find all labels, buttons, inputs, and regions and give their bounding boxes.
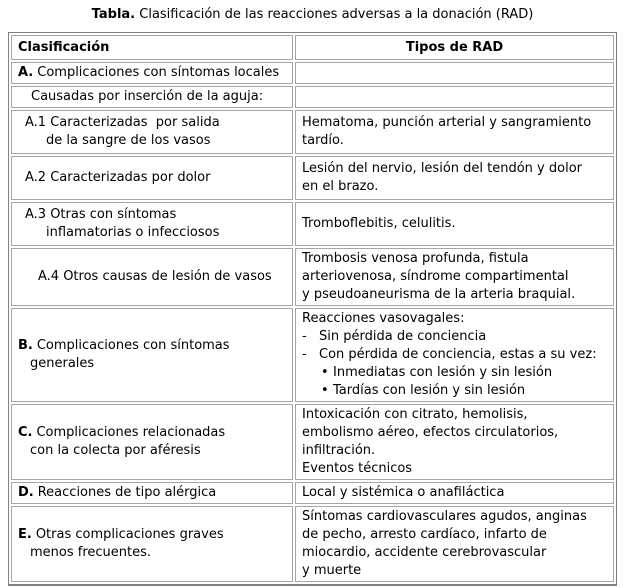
dash-marker: - [302, 329, 307, 344]
row-a4 [11, 248, 614, 306]
text-line [18, 424, 286, 442]
cell-a-right [295, 62, 614, 84]
cell-needle-left [11, 86, 293, 108]
bullet-list-item [302, 382, 607, 400]
cell-a2-left [11, 156, 293, 200]
row-b [11, 308, 614, 402]
row-e [11, 506, 614, 582]
text-line: Intoxicación con citrato, hemolisis, [302, 407, 528, 422]
row-a1 [11, 110, 614, 154]
row-a [11, 62, 614, 84]
text-line: de pecho, arresto cardíaco, infarto de [302, 527, 547, 542]
cell-b-left [11, 308, 293, 402]
row-letter: D. [18, 485, 34, 500]
text-line: con la colecta por aféresis [30, 443, 201, 458]
caption-text: Clasificación de las reacciones adversas a la donación (RAD) [139, 7, 534, 22]
text-line: A.3 Otras con síntomas [25, 207, 177, 222]
cell-a1-left [11, 110, 293, 154]
cell-a-left [11, 62, 293, 84]
text-line [18, 337, 286, 355]
text-line: A.4 Otros causas de lesión de vasos [38, 269, 272, 284]
row-letter: C. [18, 425, 33, 440]
text-line: Local y sistémica o anafiláctica [302, 485, 505, 500]
text-line: inflamatorias o infecciosos [46, 225, 220, 240]
text-line: embolismo aéreo, efectos circulatorios, [302, 425, 559, 440]
cell-c-right [295, 404, 614, 480]
item-text: Sin pérdida de conciencia [319, 329, 487, 344]
cell-a4-right [295, 248, 614, 306]
item-text: Tardías con lesión y sin lesión [333, 383, 526, 398]
text-line: miocardio, accidente cerebrovascular [302, 545, 547, 560]
row-a3 [11, 202, 614, 246]
cell-needle-right [295, 86, 614, 108]
row-letter: E. [18, 527, 32, 542]
header-row [11, 35, 614, 60]
bullet-marker: • [321, 365, 329, 380]
text-line: A.1 Caracterizadas por salida [25, 115, 220, 130]
text-line: Lesión del nervio, lesión del tendón y dolor [302, 161, 582, 176]
row-d [11, 482, 614, 504]
dash-list-item [302, 328, 607, 346]
cell-d-left [11, 482, 293, 504]
cell-a3-left [11, 202, 293, 246]
dash-marker: - [302, 347, 307, 362]
cell-d-right [295, 482, 614, 504]
text-line: menos frecuentes. [30, 545, 152, 560]
text-line: A.2 Caracterizadas por dolor [25, 170, 211, 185]
row-letter: A. [18, 65, 34, 80]
text-line [18, 64, 286, 82]
text-line: arteriovenosa, síndrome compartimental [302, 269, 569, 284]
table-caption [0, 0, 625, 23]
row-text: Complicaciones relacionadas [36, 425, 226, 440]
text-line: Causadas por inserción de la aguja: [31, 89, 264, 104]
row-text: Complicaciones con síntomas [36, 338, 230, 353]
text-line: y pseudoaneurisma de la arteria braquial. [302, 287, 576, 302]
cell-a2-right [295, 156, 614, 200]
text-line [18, 526, 286, 544]
col-header-clasificacion: Clasificación [11, 35, 293, 60]
text-line: infiltración. [302, 443, 376, 458]
cell-e-right [295, 506, 614, 582]
text-line: y muerte [302, 563, 362, 578]
row-needle [11, 86, 614, 108]
bullet-marker: • [321, 383, 329, 398]
text-line: Trombosis venosa profunda, fistula [302, 251, 529, 266]
text-line: tardío. [302, 133, 344, 148]
text-line: generales [30, 356, 95, 371]
col-header-tipos-rad: Tipos de RAD [295, 35, 614, 60]
text-line [18, 484, 286, 502]
item-text: Inmediatas con lesión y sin lesión [333, 365, 553, 380]
text-line: Tromboflebitis, celulitis. [302, 216, 456, 231]
cell-b-right [295, 308, 614, 402]
cell-a3-right [295, 202, 614, 246]
dash-list-item [302, 346, 607, 364]
text-line: Reacciones vasovagales: [302, 311, 465, 326]
cell-c-left [11, 404, 293, 480]
rad-classification-table [8, 32, 617, 586]
text-line: de la sangre de los vasos [46, 133, 211, 148]
row-text: Otras complicaciones graves [35, 527, 224, 542]
row-a2 [11, 156, 614, 200]
bullet-list-item [302, 364, 607, 382]
item-text: Con pérdida de conciencia, estas a su vez: [319, 347, 597, 362]
text-line: Hematoma, punción arterial y sangramiento [302, 115, 592, 130]
cell-e-left [11, 506, 293, 582]
row-letter: B. [18, 338, 33, 353]
caption-label: Tabla. [91, 7, 136, 22]
row-c [11, 404, 614, 480]
text-line: en el brazo. [302, 179, 379, 194]
row-text: Complicaciones con síntomas locales [37, 65, 280, 80]
cell-a4-left [11, 248, 293, 306]
row-text: Reacciones de tipo alérgica [37, 485, 217, 500]
cell-a1-right [295, 110, 614, 154]
text-line: Eventos técnicos [302, 461, 413, 476]
text-line: Síntomas cardiovasculares agudos, anginas [302, 509, 587, 524]
